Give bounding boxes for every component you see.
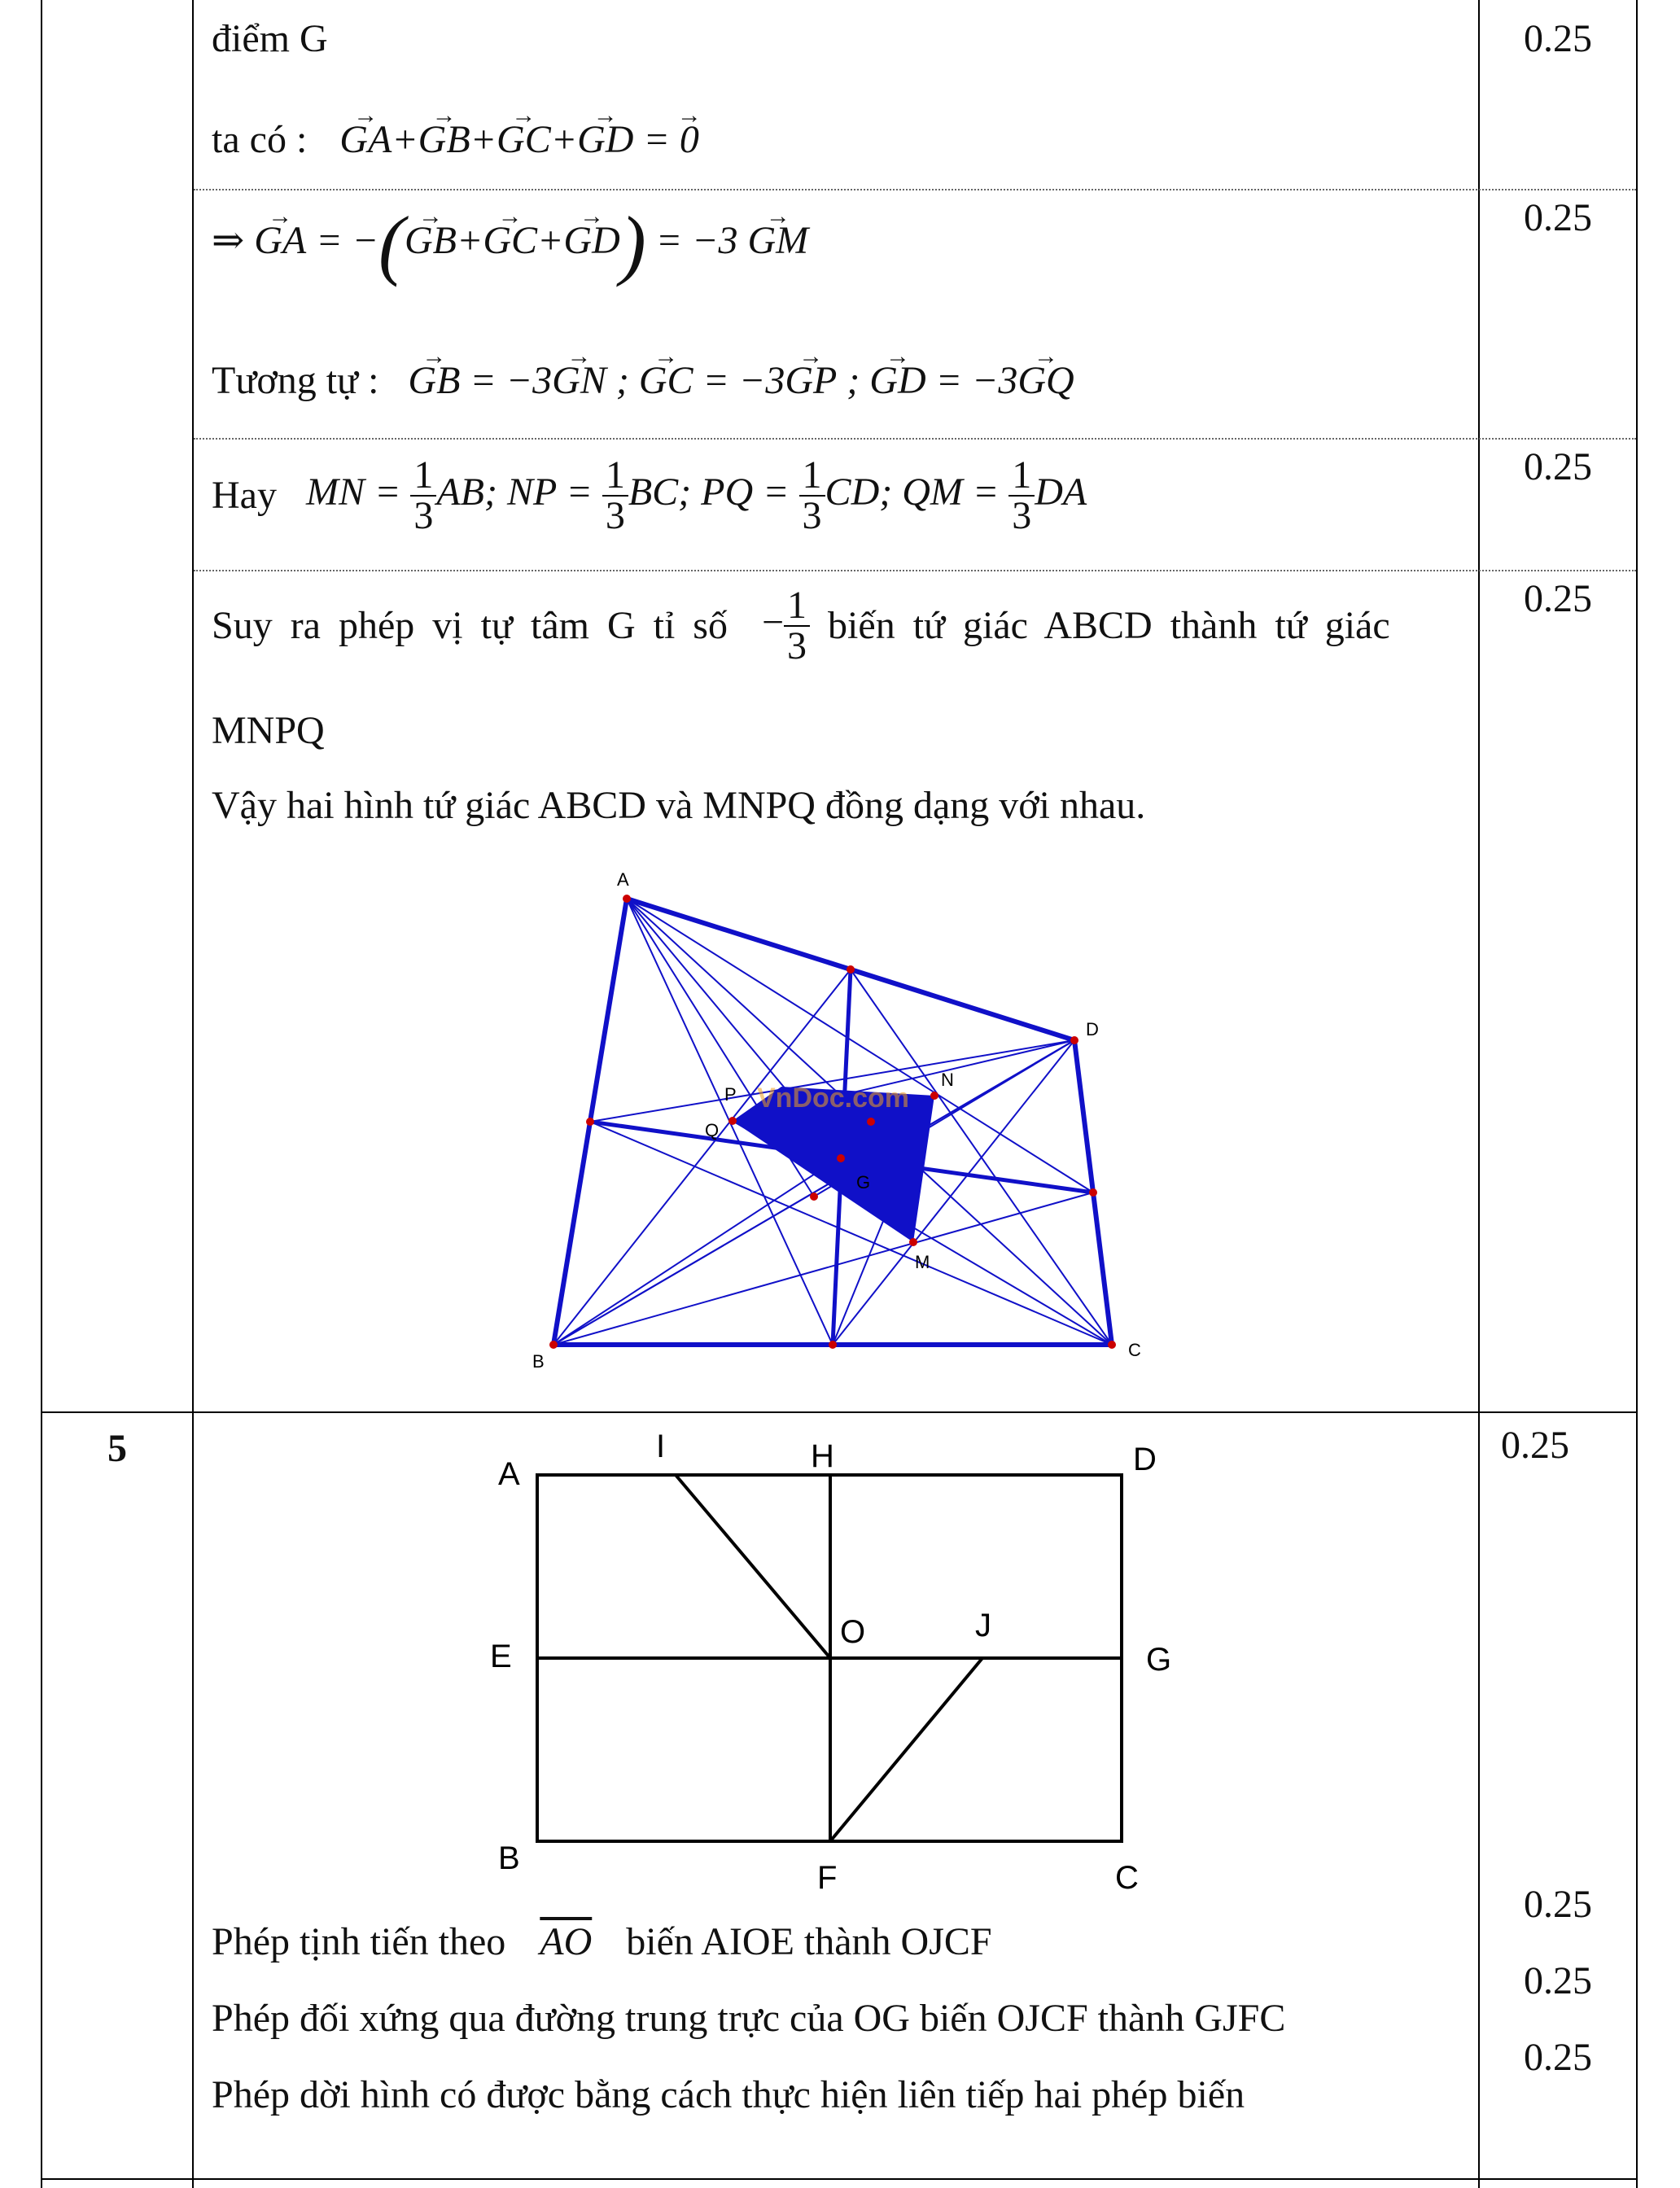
table-bottom-border: [41, 2178, 1638, 2180]
label-g: G: [1146, 1642, 1172, 1678]
score-value: 0.25: [1501, 1424, 1569, 1467]
label-f: F: [817, 1860, 838, 1896]
segment-fj: [830, 1658, 982, 1841]
label-j: J: [975, 1608, 991, 1643]
label-p: P: [724, 1084, 737, 1105]
label-d: D: [1133, 1442, 1157, 1477]
score-value: 0.25: [1524, 2036, 1592, 2079]
construction-line: [553, 1192, 1093, 1345]
label-o: O: [840, 1614, 866, 1650]
label-n: N: [941, 1070, 954, 1090]
text-line-diem-g: điểm G: [212, 17, 328, 60]
implication-equation: ⇒ → GA = −(→ GB+→ GC+→ GD) = −3 → GM: [212, 219, 808, 262]
score-value: 0.25: [1524, 17, 1592, 60]
vector-sum-equation: → GA+→ GB+→ GC+→ GD = → 0: [339, 118, 699, 161]
label-a: A: [617, 869, 629, 890]
score-value: 0.25: [1524, 577, 1592, 620]
score-value: 0.25: [1524, 1883, 1592, 1926]
tuong-tu-prefix: Tương tự :: [212, 359, 379, 402]
label-i: I: [656, 1429, 666, 1464]
translation-prefix: Phép tịnh tiến theo: [212, 1920, 506, 1963]
hay-prefix: Hay: [212, 474, 277, 517]
text-line-conclusion: Vậy hai hình tứ giác ABCD và MNPQ đồng dạng với nhau.: [212, 784, 1146, 827]
vector-ao: $\overline{AO}$: [540, 1920, 593, 1963]
suy-ra-part-b: biến tứ giác ABCD thành tứ giác: [828, 604, 1390, 647]
watermark: VnDoc.com: [757, 1083, 910, 1114]
label-q: Q: [705, 1120, 720, 1140]
label-d: D: [1086, 1019, 1099, 1039]
label-b: B: [532, 1351, 545, 1372]
suy-ra-part-a: Suy ra phép vị tự tâm G tỉ số: [212, 604, 728, 647]
text-line-composition: Phép dời hình có được bằng cách thực hiện liên tiếp hai phép biến: [212, 2073, 1245, 2116]
ratio-equations: MN = $\frac{1}{3}$ AB; NP = $\frac{1}{3}$ BC; PQ = $\frac{1}{3}$ CD; QM = $\frac{1}{3}$ DA: [305, 453, 1087, 537]
label-g: G: [856, 1172, 871, 1192]
ta-co-prefix: ta có :: [212, 118, 308, 161]
text-line-translation: [212, 1919, 992, 1965]
label-m: M: [915, 1252, 930, 1272]
score-value: 0.25: [1524, 445, 1592, 488]
segment-io: [676, 1475, 830, 1658]
label-a: A: [498, 1456, 520, 1492]
text-line-mnpq: MNPQ: [212, 709, 325, 752]
similar-equations: → GB = −3→ GN ; → GC = −3→ GP ; → GD = −3→ GQ: [408, 359, 1074, 402]
label-b: B: [498, 1840, 520, 1876]
score-value: 0.25: [1524, 196, 1592, 239]
label-c: C: [1115, 1860, 1139, 1896]
ratio-minus-one-third: − $\frac{1}{3}$: [762, 601, 810, 644]
question-number: 5: [107, 1427, 127, 1470]
score-value: 0.25: [1524, 1959, 1592, 2002]
label-c: C: [1128, 1340, 1141, 1360]
equation-text: [212, 684, 213, 685]
equation-text: [212, 407, 225, 408]
translation-figure: [0, 1411, 1680, 1900]
label-e: E: [490, 1639, 512, 1674]
label-h: H: [811, 1438, 834, 1474]
text-line-reflection: Phép đối xứng qua đường trung trực của OG biến OJCF thành GJFC: [212, 1997, 1286, 2040]
translation-suffix: biến AIOE thành OJCF: [626, 1920, 992, 1963]
